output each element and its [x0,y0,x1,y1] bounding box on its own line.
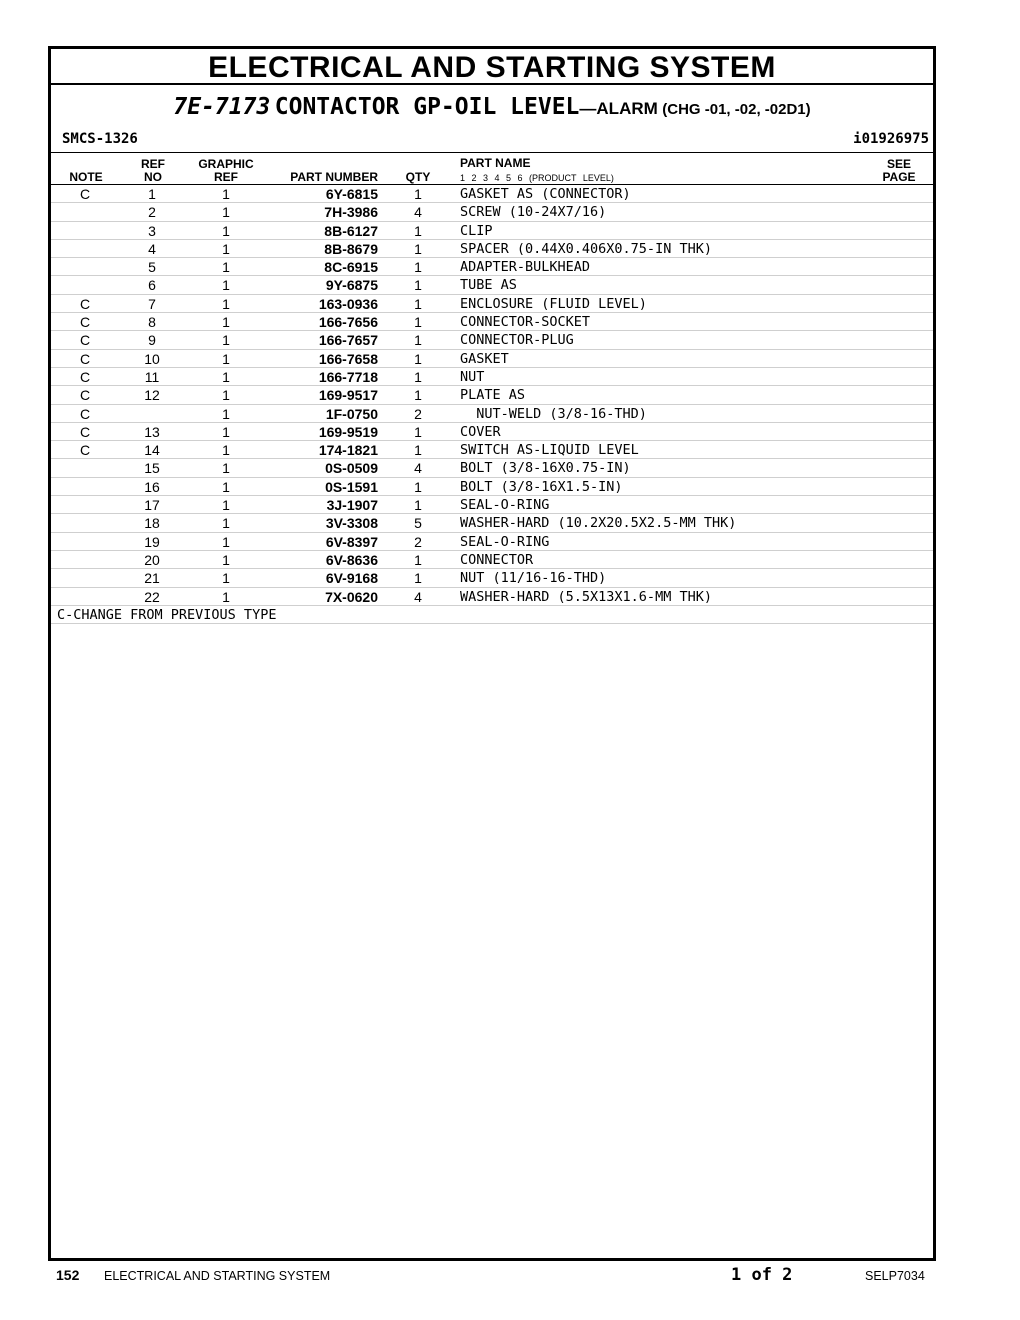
table-row [51,588,933,606]
quantity: 4 [414,204,422,221]
graphic-ref: 1 [222,588,230,605]
header-note: NOTE [69,170,103,184]
ref-number: 7 [148,295,156,312]
quantity: 4 [414,460,422,477]
part-number: 1F-0750 [325,405,378,422]
ref-number: 5 [148,259,156,276]
header-part-number: PART NUMBER [290,170,378,184]
table-row [51,478,933,496]
graphic-ref: 1 [222,186,230,202]
quantity: 1 [414,314,422,331]
note-cell: C [79,314,91,331]
table-row [51,313,933,331]
ref-number: 22 [144,588,160,605]
graphic-ref: 1 [222,240,230,257]
graphic-ref: 1 [222,204,230,221]
ref-number: 1 [148,186,156,202]
note-cell: C [79,186,91,202]
part-number: 9Y-6875 [325,277,378,294]
footer-doc-code: SELP7034 [865,1269,925,1283]
quantity: 1 [414,222,422,239]
graphic-ref: 1 [222,295,230,312]
page-frame [48,46,936,1261]
header-graphic-top: GRAPHIC [198,157,254,171]
footer-page-of: 1 of 2 [731,1265,793,1285]
page-title: ELECTRICAL AND STARTING SYSTEM [51,49,933,85]
part-name: ENCLOSURE (FLUID LEVEL) [460,295,647,312]
table-row [51,533,933,551]
part-name: BOLT (3/8-16X1.5-IN) [460,478,623,495]
change-footnote: C-CHANGE FROM PREVIOUS TYPE [51,606,933,624]
group-name: CONTACTOR GP-OIL LEVEL [274,94,580,120]
page-footer [0,1265,1020,1289]
part-number: 8C-6915 [324,259,378,276]
table-row [51,496,933,514]
table-row [51,276,933,294]
table-row [51,368,933,386]
table-row [51,240,933,258]
part-number: 7H-3986 [324,204,378,221]
ref-number: 17 [144,497,160,514]
ref-number: 10 [144,350,160,367]
note-cell: C [79,387,91,404]
note-cell: C [79,442,91,459]
note-cell: C [79,332,91,349]
part-name: ADAPTER-BULKHEAD [460,259,591,276]
header-qty: QTY [405,170,431,184]
table-row [51,569,933,587]
quantity: 1 [414,186,422,202]
part-number: 6V-9168 [325,570,378,587]
part-number: 6V-8636 [325,551,378,568]
graphic-ref: 1 [222,368,230,385]
graphic-ref: 1 [222,551,230,568]
quantity: 1 [414,423,422,440]
part-number: 6V-8397 [325,533,378,550]
part-name: SPACER (0.44X0.406X0.75-IN THK) [460,240,712,257]
quantity: 1 [414,497,422,514]
graphic-ref: 1 [222,387,230,404]
ref-number: 15 [144,460,160,477]
part-number: 169-9519 [318,423,378,440]
quantity: 1 [414,332,422,349]
ref-number: 3 [148,222,156,239]
ref-number: 6 [148,277,156,294]
ref-number: 19 [144,533,160,550]
group-name-suffix: —ALARM [579,99,658,118]
ref-number: 2 [148,204,156,221]
ref-number: 4 [148,240,156,257]
part-name: GASKET AS (CONNECTOR) [460,186,631,202]
quantity: 5 [414,515,422,532]
table-row [51,459,933,477]
header-see: SEE [886,157,911,171]
footer-section-title: ELECTRICAL AND STARTING SYSTEM [104,1269,331,1283]
table-row [51,222,933,240]
ref-number: 12 [144,387,160,404]
table-row [51,386,933,404]
part-number: 166-7718 [318,368,378,385]
parts-table [51,185,933,624]
part-name: TUBE AS [460,277,517,294]
part-name: CONNECTOR [460,551,534,568]
graphic-ref: 1 [222,259,230,276]
part-name: CONNECTOR-SOCKET [460,314,591,331]
graphic-ref: 1 [222,314,230,331]
part-name: WASHER-HARD (5.5X13X1.6-MM THK) [460,588,712,605]
graphic-ref: 1 [222,533,230,550]
header-page: PAGE [882,170,916,184]
ref-number: 13 [144,423,160,440]
header-ref-bottom: NO [144,170,162,184]
part-number: 7X-0620 [325,588,378,605]
table-row [51,185,933,203]
note-cell: C [79,350,91,367]
part-number: 169-9517 [318,387,378,404]
quantity: 1 [414,295,422,312]
part-name: SCREW (10-24X7/16) [460,204,607,221]
ref-number: 8 [148,314,156,331]
table-row [51,551,933,569]
part-number: 174-1821 [318,442,378,459]
note-cell: C [79,295,91,312]
part-name: CLIP [460,222,493,239]
table-row [51,295,933,313]
graphic-ref: 1 [222,570,230,587]
part-number: 3V-3308 [325,515,378,532]
table-row [51,514,933,532]
ref-number: 9 [148,332,156,349]
quantity: 1 [414,240,422,257]
group-number: 7E-7173 [173,94,271,120]
quantity: 2 [414,405,422,422]
header-divider-top [51,152,933,153]
table-row [51,423,933,441]
quantity: 1 [414,350,422,367]
group-heading [51,94,933,120]
graphic-ref: 1 [222,460,230,477]
graphic-ref: 1 [222,423,230,440]
table-row [51,441,933,459]
part-number: 163-0936 [318,295,378,312]
part-name: GASKET [460,350,509,367]
header-product-levels: 1 2 3 4 5 6 (PRODUCT LEVEL) [460,173,614,183]
footer-page-number: 152 [56,1267,80,1283]
part-number: 8B-6127 [324,222,378,239]
ref-number: 18 [144,515,160,532]
graphic-ref: 1 [222,497,230,514]
part-name: SEAL-O-RING [460,533,550,550]
document-id: i01926975 [853,131,929,147]
ref-number: 20 [144,551,160,568]
part-name: SWITCH AS-LIQUID LEVEL [460,442,639,459]
table-row [51,350,933,368]
quantity: 1 [414,551,422,568]
graphic-ref: 1 [222,478,230,495]
table-row [51,203,933,221]
header-part-name: PART NAME [460,156,531,170]
part-number: 0S-0509 [325,460,378,477]
part-number: 166-7658 [318,350,378,367]
ref-number: 16 [144,478,160,495]
table-row [51,258,933,276]
part-name: BOLT (3/8-16X0.75-IN) [460,460,631,477]
part-number: 6Y-6815 [325,186,378,202]
note-cell: C [79,368,91,385]
graphic-ref: 1 [222,277,230,294]
graphic-ref: 1 [222,515,230,532]
part-number: 3J-1907 [326,497,378,514]
part-name: COVER [460,423,501,440]
note-cell: C [79,423,91,440]
part-name: NUT (11/16-16-THD) [460,570,607,587]
table-row [51,331,933,349]
part-number: 166-7657 [318,332,378,349]
quantity: 1 [414,277,422,294]
part-name: NUT-WELD (3/8-16-THD) [460,405,647,422]
table-row [51,405,933,423]
note-cell: C [79,405,91,422]
graphic-ref: 1 [222,332,230,349]
quantity: 1 [414,368,422,385]
change-reference: (CHG -01, -02, -02D1) [662,101,811,118]
quantity: 1 [414,442,422,459]
header-graphic-bottom: REF [214,170,238,184]
part-name: SEAL-O-RING [460,497,550,514]
graphic-ref: 1 [222,442,230,459]
ref-number: 14 [144,442,160,459]
graphic-ref: 1 [222,350,230,367]
quantity: 2 [414,533,422,550]
part-number: 0S-1591 [325,478,378,495]
quantity: 1 [414,570,422,587]
part-number: 166-7656 [318,314,378,331]
part-number: 8B-8679 [324,240,378,257]
graphic-ref: 1 [222,405,230,422]
header-ref-top: REF [141,157,165,171]
graphic-ref: 1 [222,222,230,239]
part-name: NUT [460,368,485,385]
quantity: 4 [414,588,422,605]
quantity: 1 [414,259,422,276]
smcs-code: SMCS-1326 [62,131,138,147]
ref-number: 21 [144,570,160,587]
quantity: 1 [414,478,422,495]
part-name: WASHER-HARD (10.2X20.5X2.5-MM THK) [460,515,737,532]
quantity: 1 [414,387,422,404]
part-name: PLATE AS [460,387,526,404]
ref-number: 11 [144,368,160,385]
part-name: CONNECTOR-PLUG [460,332,574,349]
